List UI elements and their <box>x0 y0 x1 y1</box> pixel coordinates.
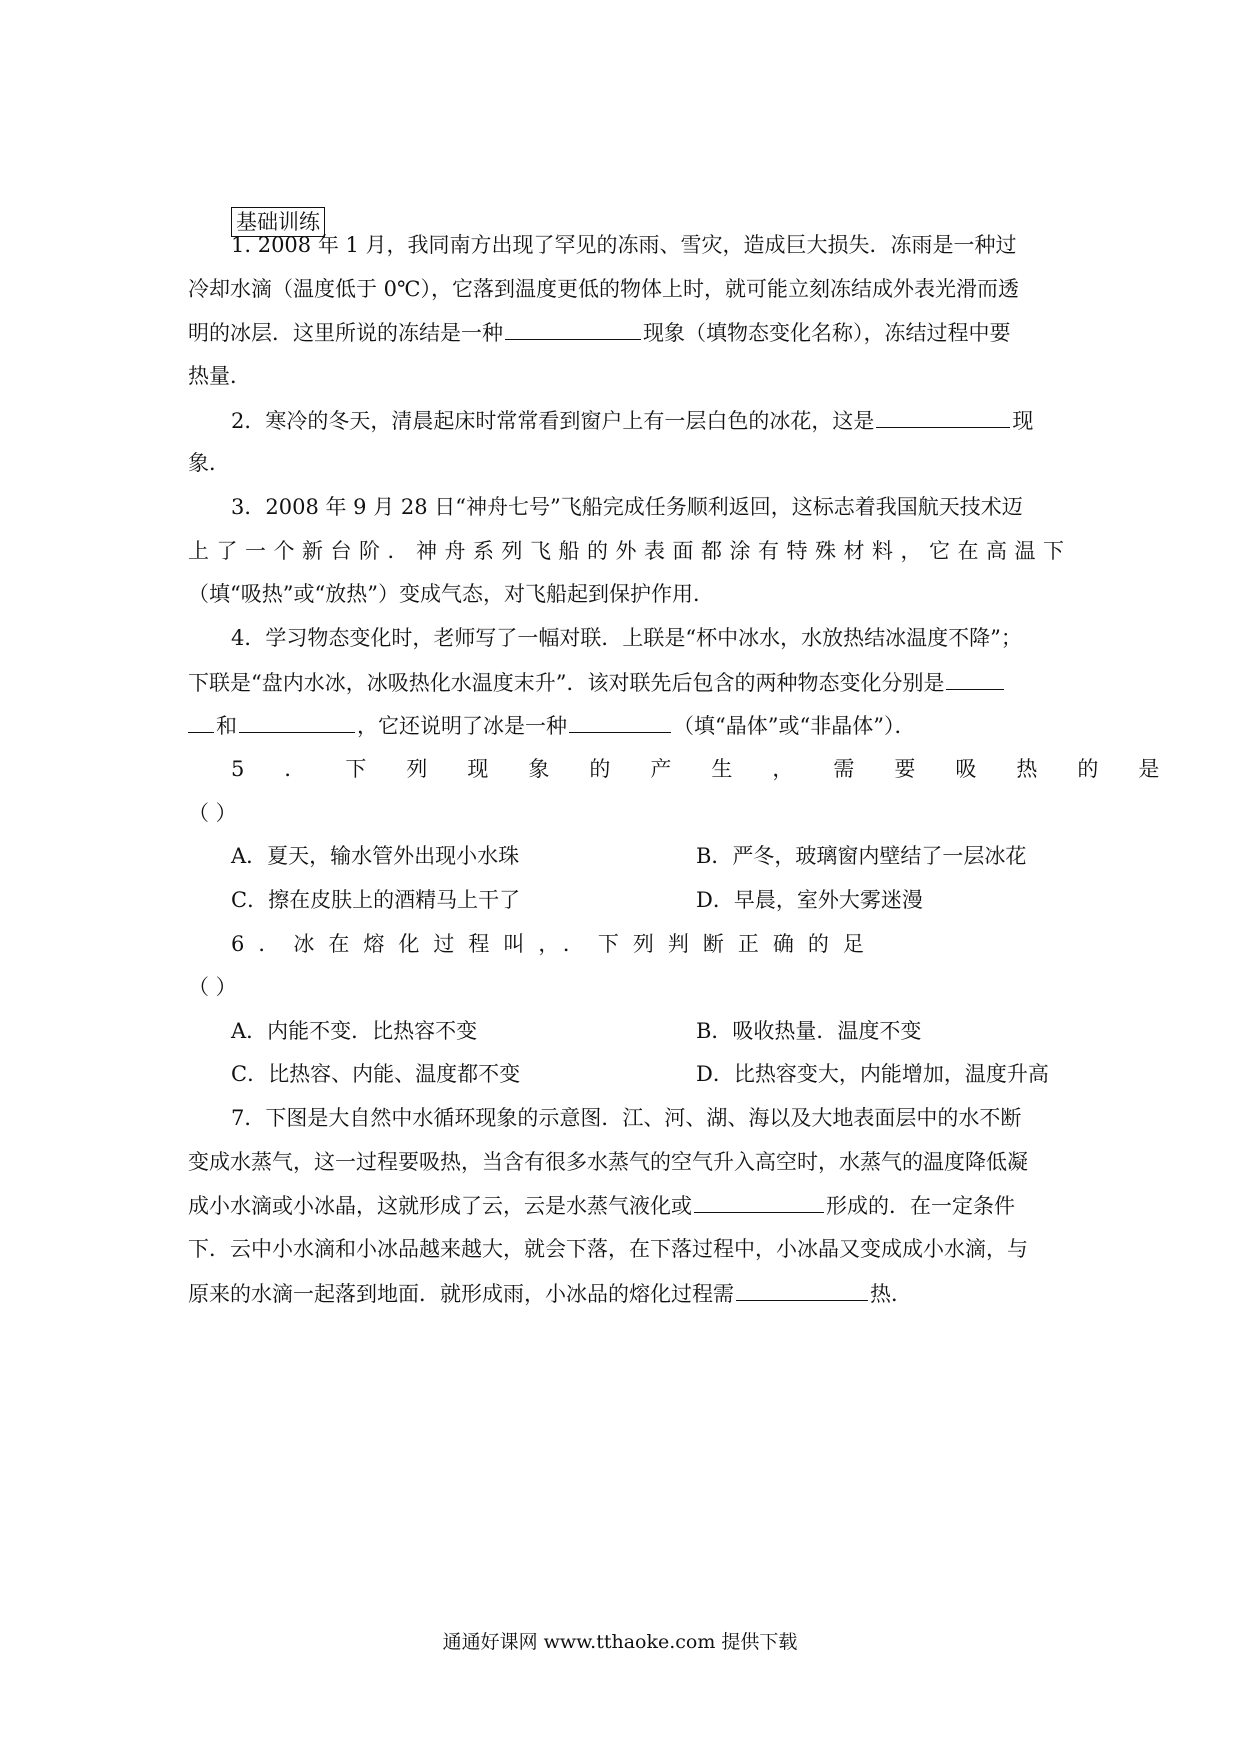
page-footer: 通通好课网 www.tthaoke.com 提供下载 <box>442 1631 798 1653</box>
q2-line-1 <box>231 405 1058 435</box>
q1-answer-blank[interactable] <box>505 317 641 340</box>
section-title: 基础训练 <box>231 207 325 237</box>
q7-blank-2[interactable] <box>736 1278 868 1301</box>
q4-line-3 <box>188 710 1058 740</box>
q4-blank-3[interactable] <box>569 710 671 733</box>
q7-line-4: 下．云中小水滴和小冰品越来越大，就会下落，在下落过程中，小冰晶又变成成小水滴，与 <box>188 1237 1028 1261</box>
q5-option-a[interactable]: A．夏天，输水管外出现小水珠 <box>231 844 520 868</box>
q3-line-2-text: 上了一个新台阶．神舟系列飞船的外表面都涂有特殊材料，它在高温下 <box>188 539 1072 563</box>
q7-line-3-text-a: 成小水滴或小冰晶，这就形成了云，云是水蒸气液化或 <box>188 1194 692 1218</box>
q7-blank-1[interactable] <box>694 1190 824 1213</box>
q4-line-3-text-a: 和 <box>216 714 237 738</box>
q3-line-3: （填“吸热”或“放热”）变成气态，对飞船起到保护作用． <box>188 582 714 606</box>
q7-line-3-text-b: 形成的．在一定条件 <box>826 1194 1015 1218</box>
q5-option-c[interactable]: C．擦在皮肤上的酒精马上干了 <box>231 888 521 912</box>
q1-line-1: 1. 2008 年 1 月，我同南方出现了罕见的冻雨、雪灾，造成巨大损失．冻雨是一种过 <box>231 233 1017 257</box>
q1-line-4: 热量． <box>188 364 251 388</box>
q6-option-c[interactable]: C．比热容、内能、温度都不变 <box>231 1062 521 1086</box>
q4-blank-2[interactable] <box>239 710 355 733</box>
q7-line-5-text-b: 热． <box>870 1282 912 1306</box>
q1-line-3 <box>188 317 1058 347</box>
q1-line-2: 冷却水滴（温度低于 0℃），它落到温度更低的物体上时，就可能立刻冻结成外表光滑而透 <box>188 277 1020 301</box>
q5-stem-text: 5．下列现象的产生，需要吸热的是 <box>231 757 1200 781</box>
q7-line-5 <box>188 1278 1058 1308</box>
q6-option-b[interactable]: B．吸收热量．温度不变 <box>696 1019 922 1043</box>
q7-line-3 <box>188 1190 1058 1220</box>
q6-answer-paren[interactable]: （ ） <box>188 975 237 999</box>
q5-option-b[interactable]: B．严冬，玻璃窗内壁结了一层冰花 <box>696 844 1027 868</box>
q7-line-1: 7．下图是大自然中水循环现象的示意图．江、河、湖、海以及大地表面层中的水不断 <box>231 1106 1022 1130</box>
q6-stem <box>231 929 1058 959</box>
q7-line-2: 变成水蒸气，这一过程要吸热，当含有很多水蒸气的空气升入高空时，水蒸气的温度降低凝 <box>188 1150 1028 1174</box>
q2-line-1-text-b: 现 <box>1012 409 1034 433</box>
q4-blank-1-part-b[interactable] <box>188 710 214 733</box>
q4-line-3-text-b: ，它还说明了冰是一种 <box>357 714 567 738</box>
q4-blank-1-part-a[interactable] <box>946 667 1004 690</box>
q6-stem-text: 6．冰在熔化过程叫，．下列判断正确的足 <box>231 932 878 956</box>
q2-line-2: 象． <box>188 451 230 475</box>
q4-line-2-text: 下联是“盘内水冰，冰吸热化水温度末升”．该对联先后包含的两种物态变化分别是 <box>188 671 945 695</box>
q5-stem <box>231 754 1200 784</box>
q5-option-d[interactable]: D．早晨，室外大雾迷漫 <box>696 888 923 912</box>
q6-option-a[interactable]: A．内能不变．比热容不变 <box>231 1019 478 1043</box>
q4-line-2 <box>188 667 1058 697</box>
q2-line-1-text-a: 2．寒冷的冬天，清晨起床时常常看到窗户上有一层白色的冰花，这是 <box>231 409 875 433</box>
q1-line-3-text-b: 现象（填物态变化名称），冻结过程中要 <box>643 321 1011 345</box>
q3-line-1: 3．2008 年 9 月 28 日“神舟七号”飞船完成任务顺利返回，这标志着我国航天技术迈 <box>231 495 1023 519</box>
q1-line-3-text-a: 明的冰层．这里所说的冻结是一种 <box>188 321 503 345</box>
q7-line-5-text-a: 原来的水滴一起落到地面．就形成雨，小冰品的熔化过程需 <box>188 1282 734 1306</box>
q4-line-3-text-c: （填“晶体”或“非晶体”）． <box>673 714 916 738</box>
q3-line-2 <box>188 536 1072 566</box>
q6-option-d[interactable]: D．比热容变大，内能增加，温度升高 <box>696 1062 1049 1086</box>
q2-answer-blank[interactable] <box>876 405 1010 428</box>
q5-answer-paren[interactable]: （ ） <box>188 801 237 825</box>
q4-line-1: 4．学习物态变化时，老师写了一幅对联．上联是“杯中冰水，水放热结冰温度不降”； <box>231 626 1022 650</box>
